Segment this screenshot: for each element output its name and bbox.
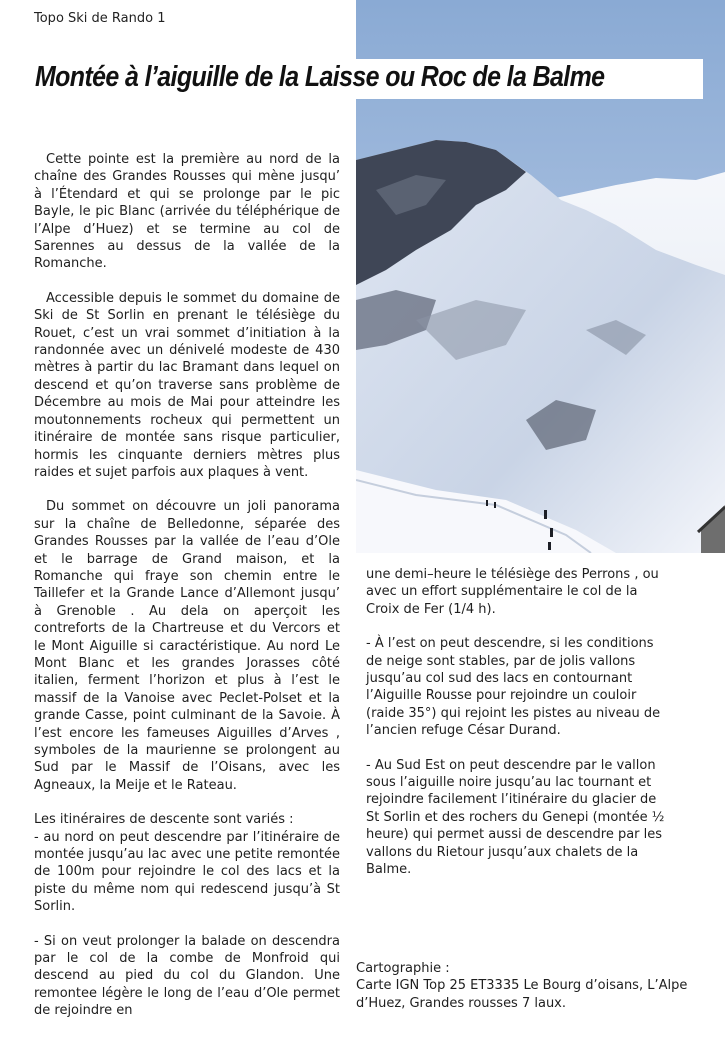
paragraph-descent-monfroid: - Si on veut prolonger la balade on descendra par le col de la combe de Monfroid qui descend au pied du col du Glandon. Une remontee légère le long de l’eau d’Ole permet de rejoindre en xyxy=(34,933,340,1019)
header-label: Topo Ski de Rando 1 xyxy=(34,11,166,26)
paragraph-panorama: Du sommet on découvre un joli panorama sur la chaîne de Belledonne, séparée des Grandes Rousses par la vallée de l’eau d’Ole et le barrage de Grand maison, et la Romanche qui fraye son chemin entre le Taillefer et la Grande Lance d’Allemont jusqu’ à Grenoble . Au dela on aperçoit les contreforts de la Chartreuse et du Vercors et le Mont Aiguille si caractéristique. Au nord Le Mont Blanc et les grandes Jorasses côté italien, ferment l’horizon et plus à l’est le massif de la Vanoise avec Peclet-Polset et la grande Casse, point culminant de la Savoie. À l’est encore les fameuses Aiguilles d’Arves , symboles de la maurienne se prolongent au Sud par le Massif de l’Oisans, avec les Agneaux, la Meije et le Rateau. xyxy=(34,499,340,793)
paragraph-continuation: une demi–heure le télésiège des Perrons , ou avec un effort supplémentaire le col de la Croix de Fer (1/4 h). xyxy=(366,567,659,617)
right-column xyxy=(366,566,672,896)
page-title: Montée à l’aiguille de la Laisse ou Roc de la Balme xyxy=(35,61,605,93)
cartography-text: Carte IGN Top 25 ET3335 Le Bourg d’oisans, L’Alpe d’Huez, Grandes rousses 7 laux. xyxy=(356,978,688,1011)
left-column xyxy=(34,151,340,1037)
paragraph-descent-east: - À l’est on peut descendre, si les conditions de neige sont stables, par de jolis vallons jusqu’au col sud des lacs en contournant l’Aiguille Rousse pour rejoindre un couloir (raide 35°) qui rejoint les pistes au niveau de l’ancien refuge César Durand. xyxy=(366,636,661,739)
paragraph-access: Accessible depuis le sommet du domaine de Ski de St Sorlin en prenant le télésiège du Rouet, c’est un vrai sommet d’initiation à la randonnée avec un dénivelé modeste de 430 mètres à partir du lac Bramant dans lequel on descend et qu’on traverse sans problème de Décembre au mois de Mai pour atteindre les moutonnements rocheux qui permettent un itinéraire de montée sans risque particulier, hormis les cinquante derniers mètres plus raides et sujet parfois aux plaques à vent. xyxy=(34,290,340,480)
paragraph-descent-southeast: - Au Sud Est on peut descendre par le vallon sous l’aiguille noire jusqu’au lac tournant et rejoindre facilement l’itinéraire du glacier de St Sorlin et des rochers du Genepi (montée ½ heure) qui permet aussi de descendre par les vallons du Rietour jusqu’aux chalets de la Balme. xyxy=(366,757,665,878)
cartography-label: Cartographie : xyxy=(356,961,450,976)
paragraph-intro: Cette pointe est la première au nord de la chaîne des Grandes Rousses qui mène jusqu’ à l’Étendard et qui se prolonge par le pic Bayle, le pic Blanc (arrivée du téléphérique de l’Alpe d’Huez) et se termine au col de Sarennes au dessus de la vallée de la Romanche. xyxy=(34,152,340,272)
cartography xyxy=(356,960,716,1012)
paragraph-descent-north: - au nord on peut descendre par l’itinéraire de montée jusqu’au lac avec une petite remontée de 100m pour rejoindre le col des lacs et la piste du même nom qui redescend jusqu’à St Sorlin. xyxy=(34,829,340,915)
paragraph-descents-heading: Les itinéraires de descente sont variés : xyxy=(34,812,294,828)
title-box xyxy=(30,59,703,99)
